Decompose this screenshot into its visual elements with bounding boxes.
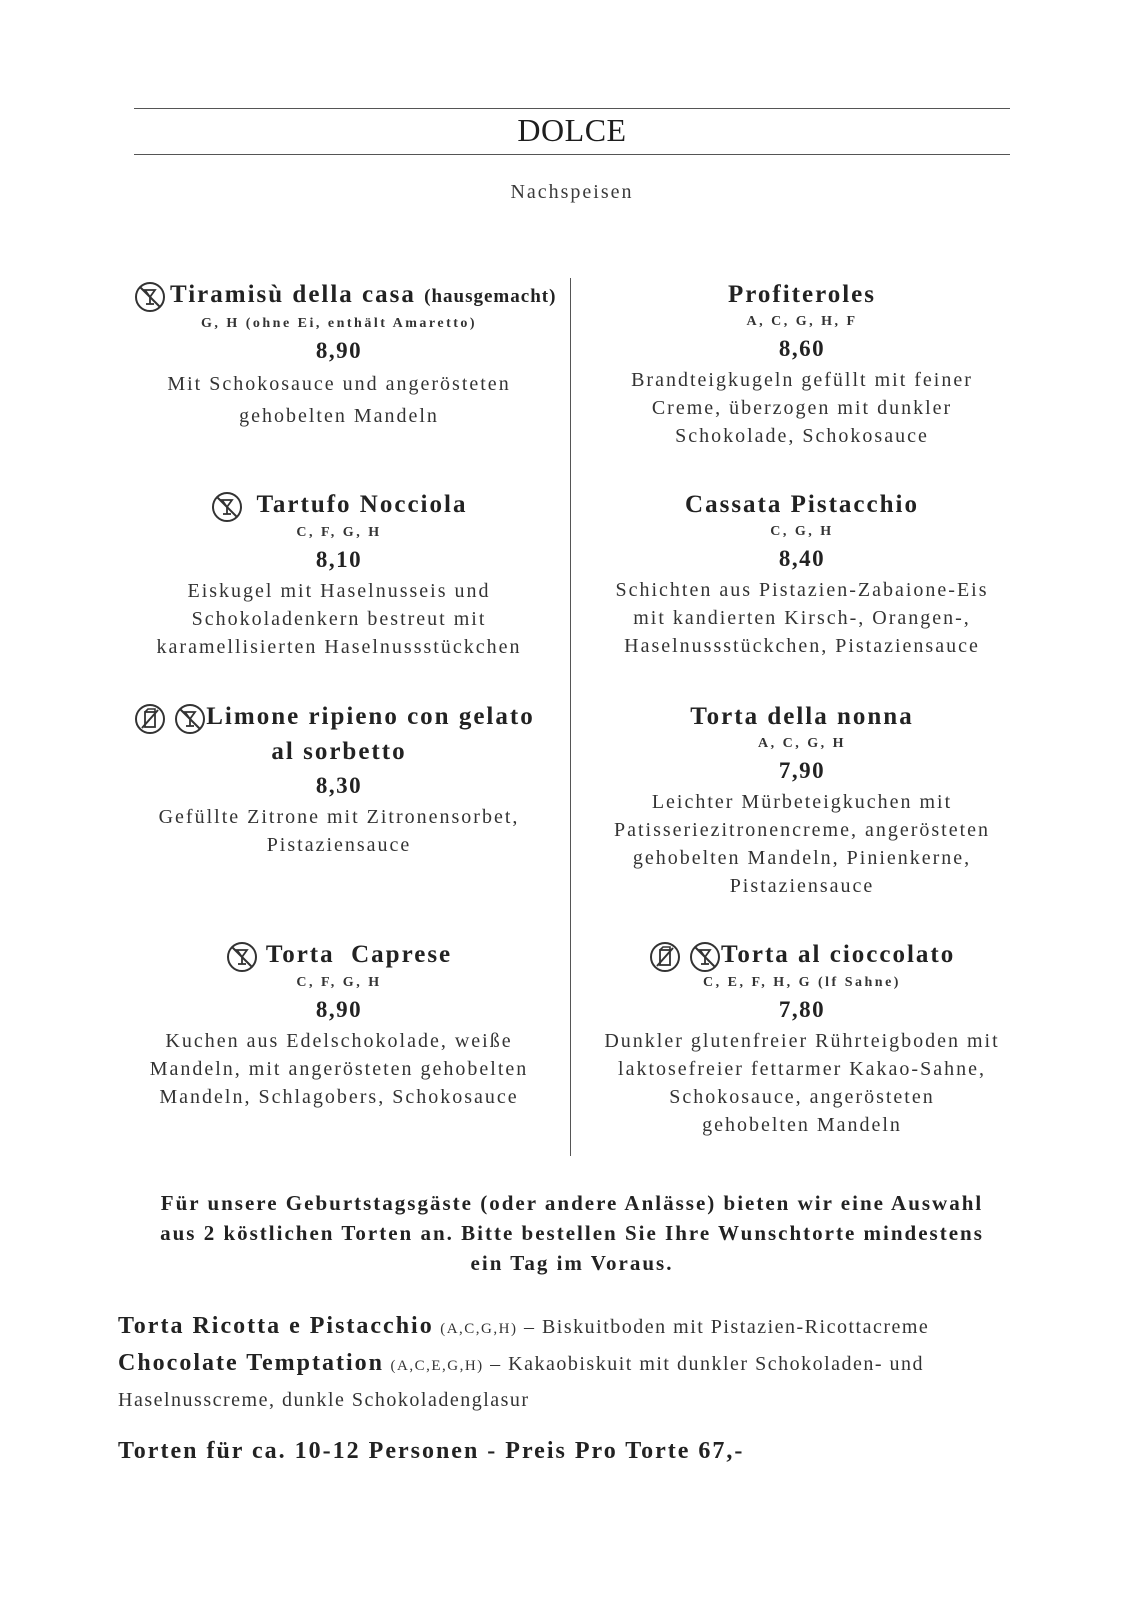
lactose-free-icon — [134, 703, 166, 735]
desc-line: Pistaziensauce — [266, 834, 412, 857]
item-price: 7,80 — [778, 997, 826, 1023]
item-price: 7,90 — [778, 758, 826, 783]
item-allergens: C, G, H — [770, 524, 834, 539]
desc-line: mit kandierten Kirsch-, Orangen-, — [633, 607, 971, 629]
desc-line: Creme, überzogen mit dunkler — [651, 397, 953, 419]
desc-line: gehobelten Mandeln — [239, 405, 439, 427]
item-name: Torta Caprese — [265, 941, 453, 968]
item-price: 8,10 — [315, 547, 363, 573]
torten-price-info: Torten für ca. 10-12 Personen - Preis Pro Torte 67,- — [118, 1438, 745, 1464]
item-name: Profiteroles — [727, 281, 877, 308]
menu-item-torta-della-nonna — [594, 700, 1010, 900]
lactose-free-icon — [649, 941, 681, 973]
item-price: 8,90 — [315, 997, 363, 1023]
desc-line: Pistaziensauce — [729, 875, 875, 897]
item-allergens: A, C, G, H — [758, 736, 846, 751]
item-allergens: A, C, G, H, F — [746, 314, 858, 329]
cake-ricotta-pistacchio — [118, 1309, 1018, 1346]
header-rule-top — [134, 108, 1010, 109]
desc-line: Eiskugel mit Haselnusseis und — [187, 580, 491, 603]
item-description — [134, 368, 544, 432]
item-description — [594, 788, 1010, 900]
item-name-extra: (hausgemacht) — [424, 286, 557, 307]
menu-item-tiramisu — [134, 278, 557, 432]
menu-item-torta-al-cioccolato — [594, 938, 1010, 1139]
item-price: 8,60 — [778, 336, 826, 361]
item-name: Tartufo Nocciola — [256, 491, 468, 518]
cake-allergens: (A,C,E,G,H) — [390, 1358, 484, 1374]
desc-line: Mit Schokosauce und angerösteten — [167, 373, 511, 395]
item-icons — [649, 939, 721, 973]
item-allergens: C, F, G, H — [296, 975, 382, 991]
note-line: Für unsere Geburtstagsgäste (oder andere Anlässe) bieten wir eine Auswahl — [160, 1191, 984, 1215]
menu-item-cassata-pistacchio — [594, 488, 1010, 660]
menu-item-limone-ripieno — [134, 700, 544, 859]
item-name: Cassata Pistacchio — [685, 491, 919, 518]
desc-line: Brandteigkugeln gefüllt mit feiner — [631, 369, 973, 391]
no-alcohol-icon — [226, 939, 258, 973]
desc-line: Patisseriezitronencreme, angerösteten — [613, 819, 991, 841]
cake-chocolate-temptation — [118, 1346, 1018, 1417]
desc-line: Schokoladenkern bestreut mit — [191, 608, 487, 631]
item-allergens: C, F, G, H — [296, 525, 382, 541]
item-name: Torta della nonna — [690, 703, 914, 730]
desc-line: karamellisierten Haselnussstückchen — [156, 636, 522, 659]
cake-name: Torta Ricotta e Pistacchio — [118, 1313, 434, 1339]
no-alcohol-icon — [134, 279, 166, 313]
cake-name: Chocolate Temptation — [118, 1350, 385, 1376]
item-name-cont: al sorbetto — [271, 738, 407, 766]
no-alcohol-icon — [211, 489, 243, 523]
desc-line: Haselnussstückchen, Pistaziensauce — [624, 635, 980, 657]
menu-item-profiteroles — [594, 278, 1010, 450]
cake-allergens: (A,C,G,H) — [440, 1321, 518, 1337]
column-divider — [570, 278, 571, 1156]
birthday-note — [124, 1188, 1020, 1278]
note-line: ein Tag im Voraus. — [470, 1251, 674, 1275]
desc-line: Schokolade, Schokosauce — [675, 425, 929, 447]
page-title: DOLCE — [517, 112, 627, 148]
item-name: Limone ripieno con gelato — [206, 703, 535, 730]
item-description — [594, 576, 1010, 660]
header-rule-bottom — [134, 154, 1010, 155]
desc-line: Dunkler glutenfreier Rührteigboden mit — [604, 1030, 1000, 1053]
desc-line: Kuchen aus Edelschokolade, weiße — [165, 1030, 513, 1053]
item-description — [594, 366, 1010, 450]
item-name: Tiramisù della casa — [170, 281, 416, 308]
cake-description: – Kakaobiskuit mit dunkler Schokoladen- und — [490, 1353, 925, 1375]
desc-line: Mandeln, Schlagobers, Schokosauce — [159, 1086, 519, 1109]
desc-line: gehobelten Mandeln, Pinienkerne, — [632, 847, 972, 869]
item-price: 8,40 — [778, 546, 826, 571]
no-alcohol-icon — [689, 941, 721, 973]
desc-line: Schokosauce, angerösteten — [669, 1086, 935, 1109]
page-subtitle: Nachspeisen — [510, 181, 634, 203]
item-description — [134, 577, 544, 661]
menu-item-tartufo-nocciola — [134, 488, 544, 661]
menu-item-torta-caprese — [134, 938, 544, 1111]
note-line: aus 2 köstlichen Torten an. Bitte bestellen Sie Ihre Wunschtorte mindestens — [160, 1221, 984, 1245]
item-price: 8,90 — [315, 338, 363, 363]
desc-line: Schichten aus Pistazien-Zabaione-Eis — [615, 579, 989, 601]
item-allergens: C, E, F, H, G (lf Sahne) — [703, 975, 901, 991]
desc-line: Gefüllte Zitrone mit Zitronensorbet, — [158, 806, 520, 829]
item-icons — [134, 701, 206, 735]
item-description — [134, 1027, 544, 1111]
no-alcohol-icon — [174, 703, 206, 735]
desc-line: Mandeln, mit angerösteten gehobelten — [149, 1058, 529, 1081]
cake-description-cont: Haselnusscreme, dunkle Schokoladenglasur — [118, 1389, 530, 1411]
desc-line: Leichter Mürbeteigkuchen mit — [651, 791, 953, 813]
cake-description: – Biskuitboden mit Pistazien-Ricottacreme — [523, 1316, 930, 1338]
desc-line: gehobelten Mandeln — [702, 1114, 902, 1137]
item-allergens: G, H (ohne Ei, enthält Amaretto) — [200, 316, 478, 331]
item-description — [134, 803, 544, 859]
desc-line: laktosefreier fettarmer Kakao-Sahne, — [618, 1058, 986, 1081]
item-description — [594, 1027, 1010, 1139]
item-name: Torta al cioccolato — [720, 941, 956, 968]
item-price: 8,30 — [315, 773, 363, 799]
